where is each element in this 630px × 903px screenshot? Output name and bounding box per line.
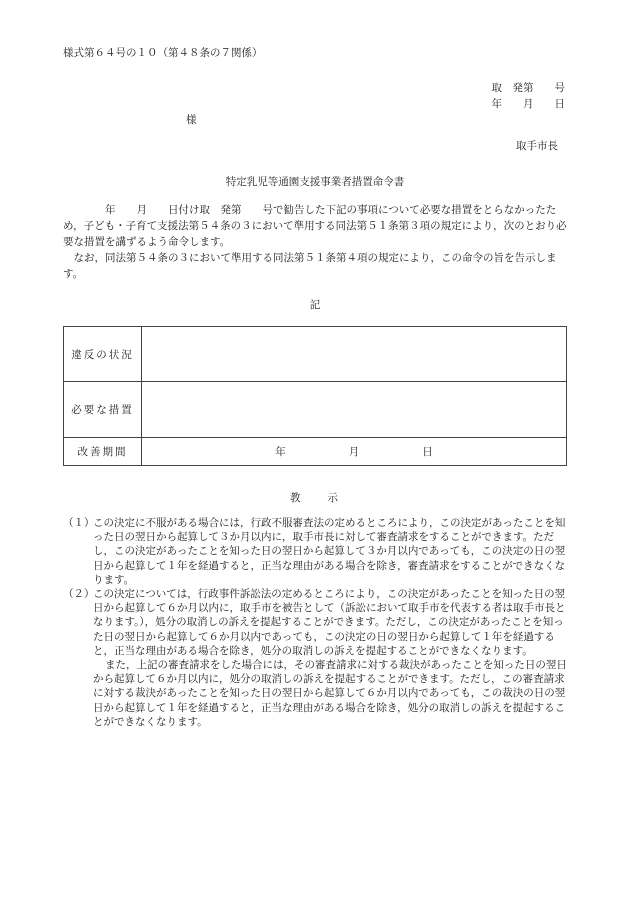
- instructions-list: [63, 516, 569, 729]
- body-paragraph-2: なお，同法第５４条の３において準用する同法第５１条第４項の規定により，この命令の旨を告示します。: [63, 252, 557, 280]
- improvement-period-label: 改善期間: [64, 438, 142, 466]
- note-number: （２）: [63, 588, 95, 601]
- issuer: 取手市長: [516, 140, 558, 152]
- addressee: 様: [186, 114, 197, 126]
- ki-heading: 記: [309, 299, 321, 311]
- kyoji-heading: 教 示: [290, 492, 340, 504]
- note-text: この決定に不服がある場合には，行政不服審査法の定めるところにより，この決定があったことを知った日の翌日から起算して３か月以内に，取手市長に対して審査請求をすることができます。ただし，この決定があったことを知った日の翌日から起算して３か月以内であっても，この決定の日の翌日から起算して１年を経過すると，正当な理由がある場合を除き，審査請求をすることができなくなります。: [93, 517, 566, 586]
- document-title: 特定乳児等通園支援事業者措置命令書: [225, 176, 405, 188]
- body-paragraph-1: 年 月 日付け取 発第 号で勧告した下記の事項について必要な措置をとらなかったため，子ども・子育て支援法第５４条の３において準用する同法第５１条第３項の規定により，次のとおり必要な措置を講ずるよう命令します。: [63, 204, 567, 248]
- improvement-period-value: 年 月 日: [142, 438, 567, 466]
- list-item: [63, 516, 569, 587]
- note-text: この決定については，行政事件訴訟法の定めるところにより，この決定があったことを知った日の翌日から起算して６か月以内に，取手市を被告として（訴訟において取手市を代表する者は取手市長となります。），処分の取消しの訴えを提起することができます。ただし，この決定があったことを知った日の翌日から起算して６か月以内であっても，この決定の日の翌日から起算して１年を経過すると，正当な理由がある場合を除き，処分の取消しの訴えを提起することができなくなります。: [93, 588, 566, 657]
- issue-number: 取 発第 号: [491, 82, 565, 94]
- table-row: [64, 327, 567, 382]
- table-row: [64, 438, 567, 466]
- required-measures-value: [142, 382, 567, 438]
- note-number: （１）: [63, 517, 95, 529]
- form-number: 様式第６４号の１０（第４８条の７関係）: [63, 47, 263, 59]
- measures-table: [63, 326, 567, 466]
- required-measures-label: 必要な措置: [64, 382, 142, 438]
- violation-status-value: [142, 327, 567, 382]
- list-item: [63, 587, 569, 658]
- violation-status-label: 違反の状況: [64, 327, 142, 382]
- table-row: [64, 382, 567, 438]
- note-continuation: また，上記の審査請求をした場合には，その審査請求に対する裁決があったことを知った日の翌日から起算して６か月以内に，処分の取消しの訴えを提起することができます。ただし，この審査請求に対する裁決があったことを知った日の翌日から起算して６か月以内であっても，この裁決の日の翌日から起算して１年を経過すると，正当な理由がある場合を除き，処分の取消しの訴えを提起することができなくなります。: [93, 659, 567, 728]
- issue-date: 年 月 日: [491, 98, 565, 110]
